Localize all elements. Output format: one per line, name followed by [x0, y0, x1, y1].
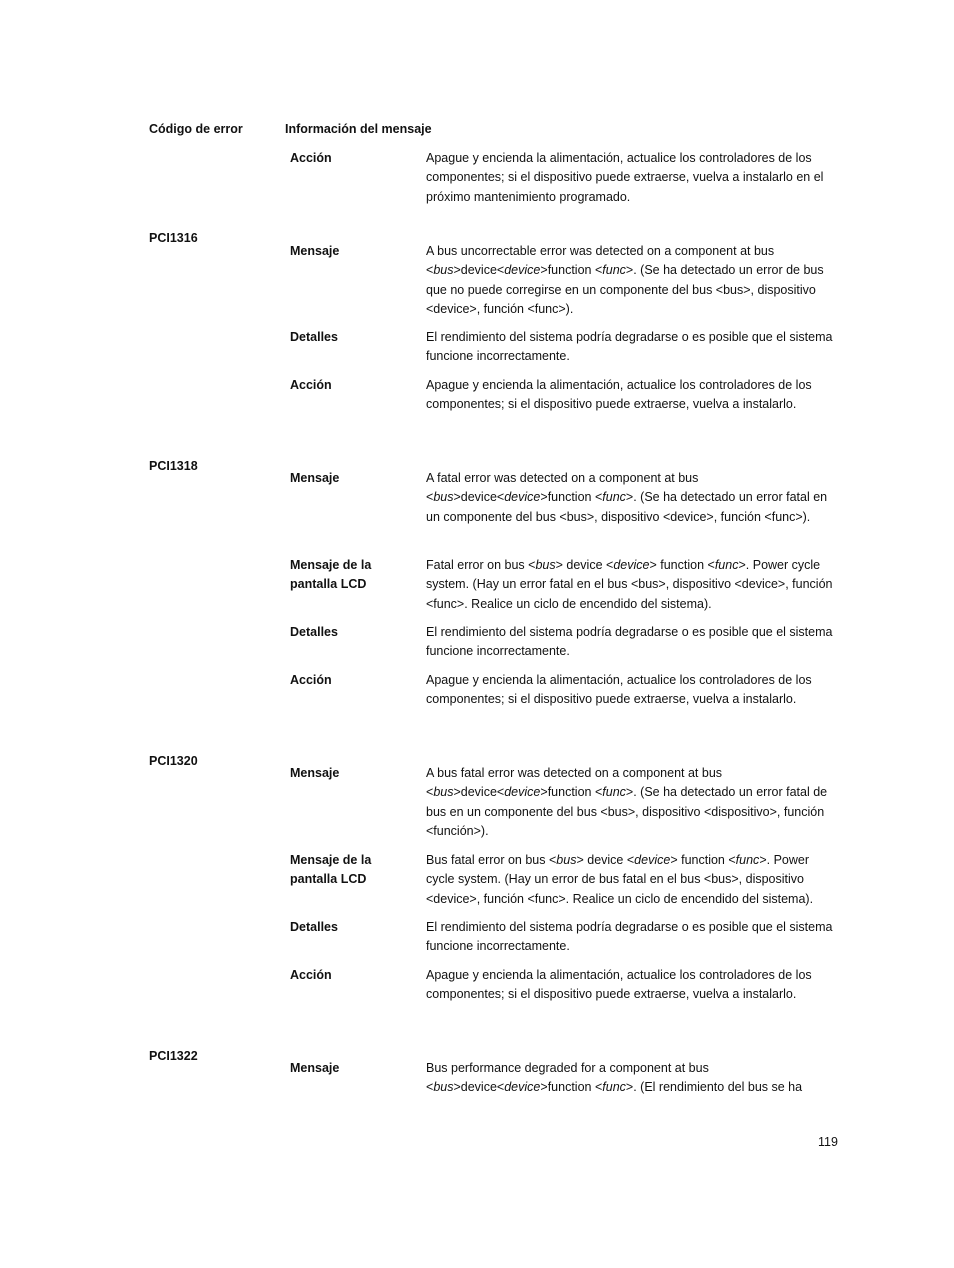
entry-text: A bus uncorrectable error was detected on a component at bus <bus>device<device>function <func>. (Se ha detectado un error de bus que no puede corregirse en un componente del bus <bus>, dispositivo <device>, función <func>). — [426, 244, 824, 316]
error-code: PCI1322 — [149, 1049, 198, 1063]
header-error-code: Código de error — [149, 122, 243, 136]
error-code: PCI1316 — [149, 231, 198, 245]
entry-label: Mensaje — [290, 1061, 340, 1075]
entry-label: Detalles — [290, 330, 338, 344]
entry-label: Acción — [290, 968, 332, 982]
page-number: 119 — [818, 1135, 838, 1149]
entry-label: Mensaje de la pantalla LCD — [290, 853, 372, 887]
entry-label: Acción — [290, 673, 332, 687]
entry-text: A fatal error was detected on a component at bus <bus>device<device>function <func>. (Se ha detectado un error fatal en un componente del bus <bus>, dispositivo <device>, función <func>). — [426, 471, 828, 524]
entry-label: Mensaje — [290, 244, 340, 258]
entry-text: Bus performance degraded for a component at bus <bus>device<device>function <func>. (El rendimiento del bus se ha — [426, 1061, 803, 1095]
entry-text: A bus fatal error was detected on a component at bus <bus>device<device>function <func>. (Se ha detectado un error fatal de bus en un componente del bus <bus>, dispositivo <dispositivo>, función <función>). — [426, 766, 828, 838]
entry-label: Mensaje de la pantalla LCD — [290, 558, 372, 592]
entry-label: Acción — [290, 151, 332, 165]
error-code: PCI1318 — [149, 459, 198, 473]
entry-label: Mensaje — [290, 471, 340, 485]
entry-text: Apague y encienda la alimentación, actualice los controladores de los componentes; si el dispositivo puede extraerse, vuelva a instalarlo. — [426, 968, 812, 1002]
entry-text: Apague y encienda la alimentación, actualice los controladores de los componentes; si el dispositivo puede extraerse, vuelva a instalarlo. — [426, 378, 812, 412]
error-code: PCI1320 — [149, 754, 198, 768]
entry-label: Detalles — [290, 625, 338, 639]
entry-label: Detalles — [290, 920, 338, 934]
entry-text: El rendimiento del sistema podría degradarse o es posible que el sistema funcione incorrectamente. — [426, 330, 833, 364]
entry-text: Bus fatal error on bus <bus> device <device> function <func>. Power cycle system. (Hay un error de bus fatal en el bus <bus>, dispositivo <device>, función <func>. Realice un ciclo de encendido del sistema). — [426, 853, 814, 906]
entry-text: Apague y encienda la alimentación, actualice los controladores de los componentes; si el dispositivo puede extraerse, vuelva a instalarlo. — [426, 673, 812, 707]
entry-text: Apague y encienda la alimentación, actualice los controladores de los componentes; si el dispositivo puede extraerse, vuelva a instalarlo en el próximo mantenimiento programado. — [426, 151, 824, 204]
entry-text: El rendimiento del sistema podría degradarse o es posible que el sistema funcione incorrectamente. — [426, 625, 833, 659]
header-message-info: Información del mensaje — [285, 122, 432, 136]
entry-text: Fatal error on bus <bus> device <device> function <func>. Power cycle system. (Hay un error fatal en el bus <bus>, dispositivo <device>, función <func>. Realice un ciclo de encendido del sistema). — [426, 558, 833, 611]
entry-text: El rendimiento del sistema podría degradarse o es posible que el sistema funcione incorrectamente. — [426, 920, 833, 954]
entry-label: Acción — [290, 378, 332, 392]
entry-label: Mensaje — [290, 766, 340, 780]
